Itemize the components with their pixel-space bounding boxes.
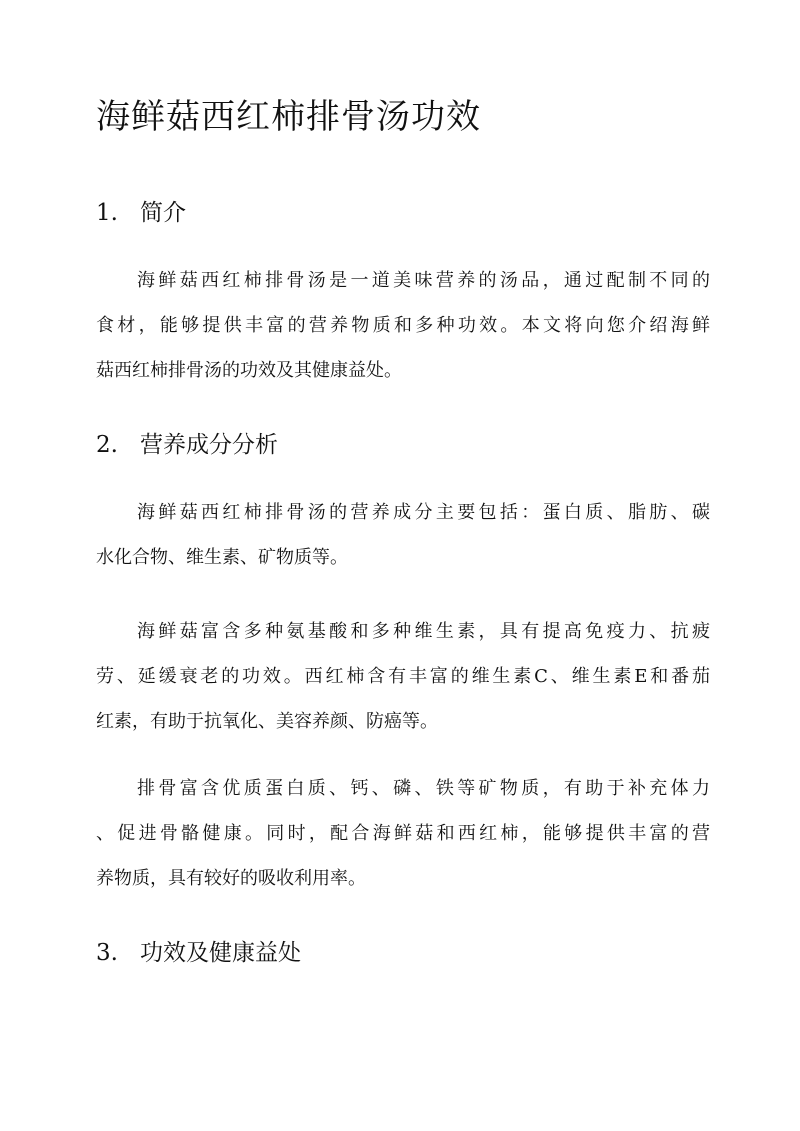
paragraph-nutrition-overview	[96, 490, 710, 580]
section-number: 1.	[96, 200, 118, 226]
paragraph-line: 水化合物、维生素、矿物质等。	[96, 547, 348, 568]
section-number: 3.	[96, 940, 118, 966]
paragraph-line: 红素，有助于抗氧化、美容养颜、防癌等。	[96, 711, 438, 732]
paragraph-line: 菇西红柿排骨汤的功效及其健康益处。	[96, 360, 402, 381]
paragraph-ribs	[96, 766, 710, 901]
paragraph-line: 海鲜菇西红柿排骨汤是一道美味营养的汤品，通过配制不同的	[137, 270, 710, 291]
paragraph-line: 食材，能够提供丰富的营养物质和多种功效。本文将向您介绍海鲜	[96, 315, 710, 336]
paragraph-line: 海鲜菇富含多种氨基酸和多种维生素，具有提高免疫力、抗疲	[137, 621, 710, 642]
paragraph-line: 养物质，具有较好的吸收利用率。	[96, 868, 366, 889]
section-number: 2.	[96, 432, 118, 458]
paragraph-intro	[96, 258, 710, 393]
paragraph-line: 海鲜菇西红柿排骨汤的营养成分主要包括：蛋白质、脂肪、碳	[137, 502, 710, 523]
section-heading-intro	[96, 197, 186, 229]
paragraph-line: 排骨富含优质蛋白质、钙、磷、铁等矿物质，有助于补充体力	[137, 778, 710, 799]
section-heading-benefits	[96, 937, 301, 969]
paragraph-mushroom-tomato	[96, 609, 710, 744]
paragraph-line: 劳、延缓衰老的功效。西红柿含有丰富的维生素C、维生素E和番茄	[96, 666, 710, 687]
document-title: 海鲜菇西红柿排骨汤功效	[96, 97, 481, 137]
section-title: 营养成分分析	[140, 432, 278, 458]
section-title: 简介	[140, 200, 186, 226]
section-title: 功效及健康益处	[140, 940, 301, 966]
paragraph-line: 、促进骨骼健康。同时，配合海鲜菇和西红柿，能够提供丰富的营	[96, 823, 710, 844]
section-heading-nutrition	[96, 429, 278, 461]
